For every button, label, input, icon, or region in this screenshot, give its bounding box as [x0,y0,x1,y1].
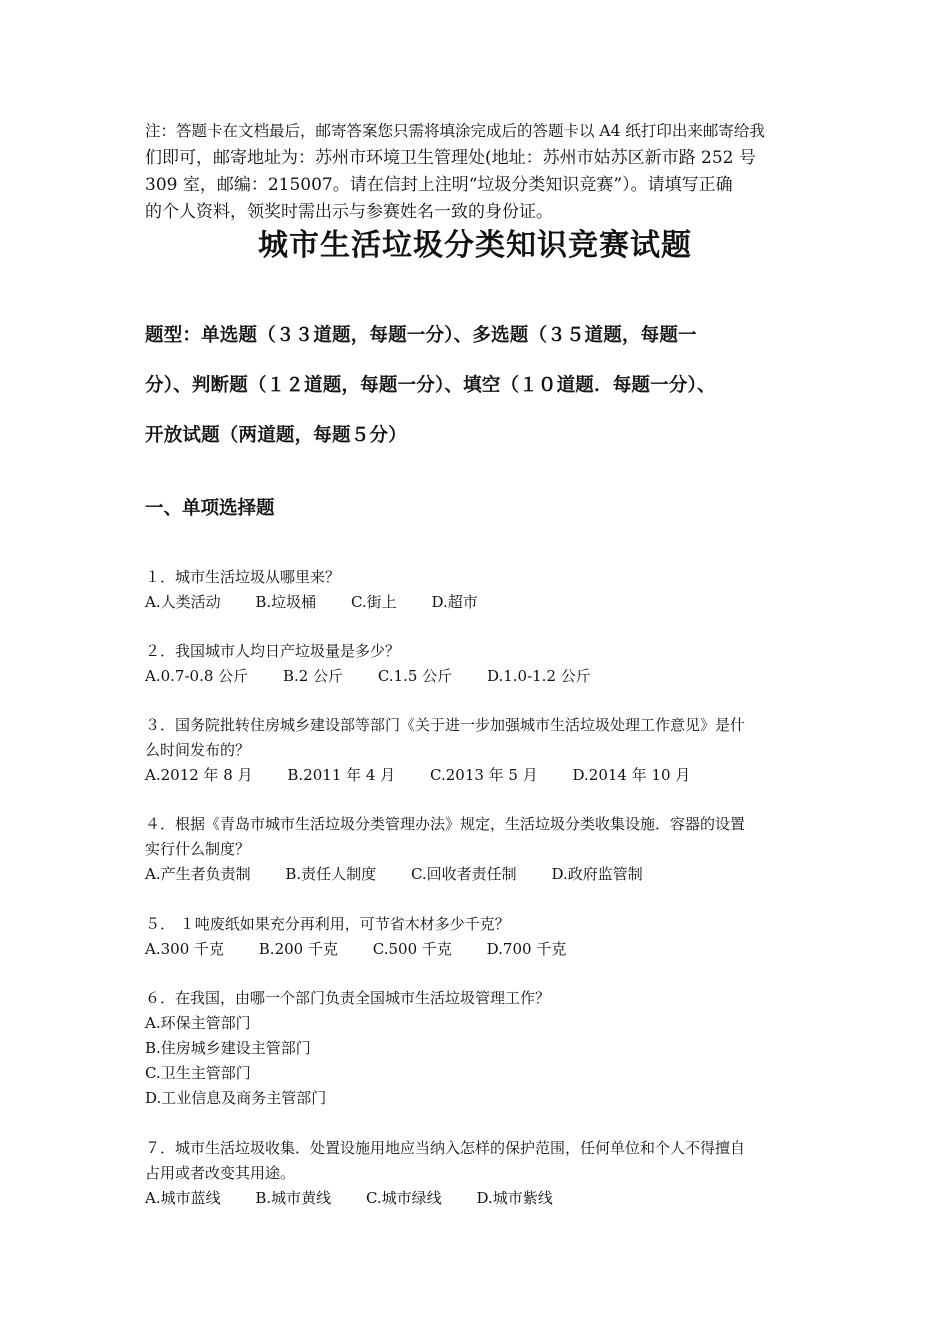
option-d: D.超市 [431,593,478,611]
option-b: B.城市黄线 [255,1189,332,1207]
section-heading: 一、单项选择题 [145,498,275,519]
question-3 [145,713,810,788]
note-line: 们即可，邮寄地址为：苏州市环境卫生管理处(地址：苏州市姑苏区新市路 252 号 [145,148,756,168]
option-b: B.责任人制度 [285,865,377,883]
option-c: C.500 千克 [372,940,452,958]
option-b: B.2011 年 4 月 [287,766,396,784]
option-b: B.住房城乡建设主管部门 [145,1039,311,1057]
question-types [145,318,825,468]
option-c: C.1.5 公斤 [377,667,453,685]
question-5 [145,912,810,962]
question-types-line: 开放试题（两道题，每题５分） [145,425,407,446]
option-d: D.700 千克 [486,940,567,958]
option-b: B.垃圾桶 [255,593,317,611]
note-line: 的个人资料，领奖时需出示与参赛姓名一致的身份证。 [145,202,553,222]
question-stem: ６．在我国，由哪一个部门负责全国城市生活垃圾管理工作？ [145,989,551,1007]
note-line: 注：答题卡在文档最后，邮寄答案您只需将填涂完成后的答题卡以 A4 纸打印出来邮寄给我 [145,122,765,140]
question-stem-continued: 实行什么制度？ [145,840,251,858]
question-options [145,1186,810,1211]
option-c: C.城市绿线 [365,1189,442,1207]
question-options [145,664,810,689]
submission-note [145,118,810,226]
question-stem-continued: 占用或者改变其用途。 [145,1164,296,1182]
question-2 [145,639,810,689]
question-stem: ３．国务院批转住房城乡建设部等部门《关于进一步加强城市生活垃圾处理工作意见》是什 [145,716,746,734]
question-options [145,590,810,615]
option-d: D.2014 年 10 月 [572,766,691,784]
question-options [145,862,810,887]
option-c: C.卫生主管部门 [145,1064,251,1082]
option-c: C.街上 [350,593,397,611]
question-types-line: 分）、判断题（１２道题，每题一分）、填空（１０道题．每题一分）、 [145,375,716,396]
question-stem: ２．我国城市人均日产垃圾量是多少？ [145,642,401,660]
question-stem-continued: 么时间发布的？ [145,741,251,759]
question-stem: ７．城市生活垃圾收集．处置设施用地应当纳入怎样的保护范围，任何单位和个人不得擅自 [145,1139,746,1157]
question-options [145,937,810,962]
question-stem: １．城市生活垃圾从哪里来？ [145,568,341,586]
option-a: A.0.7-0.8 公斤 [145,667,249,685]
question-options [145,763,810,788]
question-stem: ５． １吨废纸如果充分再利用，可节省木材多少千克？ [145,915,510,933]
question-types-line: 题型：单选题（３３道题，每题一分）、多选题（３５道题，每题一 [145,325,697,346]
option-a: A.2012 年 8 月 [145,766,253,784]
option-d: D.工业信息及商务主管部门 [145,1089,327,1107]
option-b: B.200 千克 [258,940,338,958]
note-line: 309 室，邮编：215007。请在信封上注明“垃圾分类知识竞赛”）。请填写正确 [145,175,733,195]
option-a: A.城市蓝线 [145,1189,221,1207]
option-d: D.城市紫线 [476,1189,553,1207]
option-a: A.300 千克 [145,940,224,958]
document-title: 城市生活垃圾分类知识竞赛试题 [258,228,692,263]
question-6 [145,986,810,1111]
option-a: A.产生者负责制 [145,865,251,883]
option-c: C.2013 年 5 月 [430,766,538,784]
option-d: D.1.0-1.2 公斤 [486,667,591,685]
question-stem: ４．根据《青岛市城市生活垃圾分类管理办法》规定，生活垃圾分类收集设施．容器的设置 [145,815,746,833]
option-c: C.回收者责任制 [410,865,517,883]
option-a: A.环保主管部门 [145,1014,251,1032]
question-1 [145,565,810,615]
question-4 [145,812,810,887]
option-b: B.2 公斤 [282,667,344,685]
question-7 [145,1136,810,1211]
option-d: D.政府监管制 [551,865,643,883]
option-a: A.人类活动 [145,593,221,611]
